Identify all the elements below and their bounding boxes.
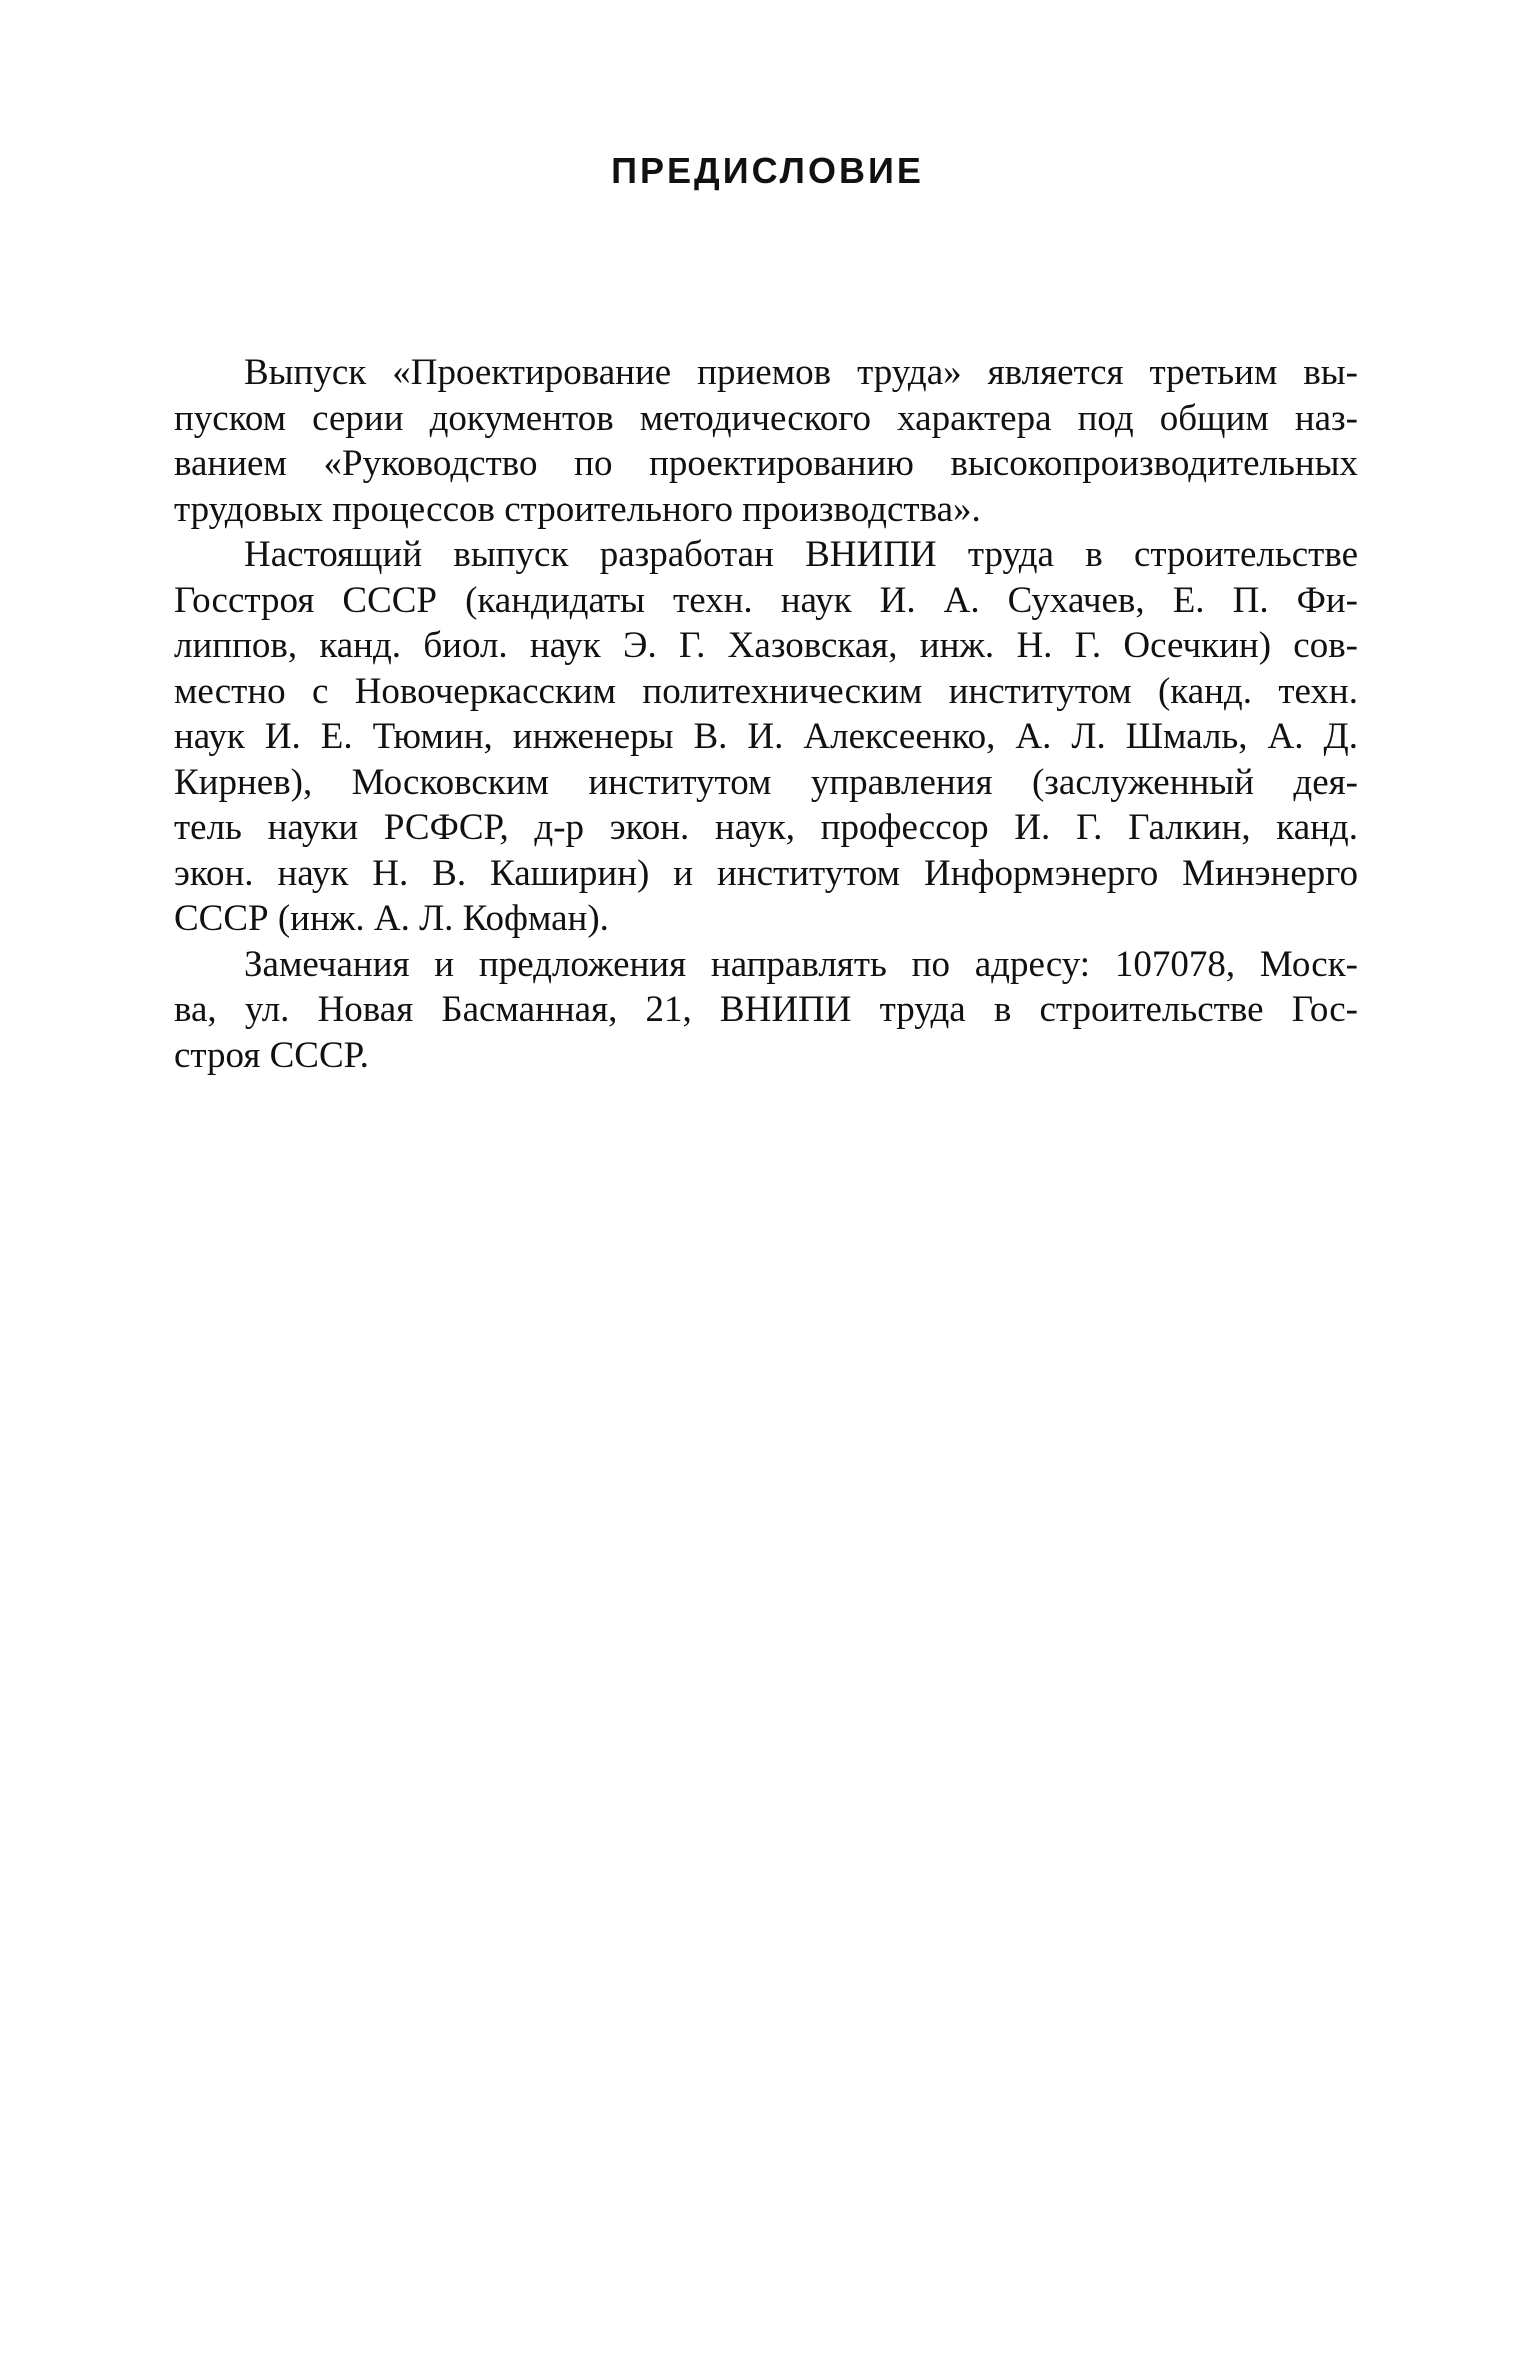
- text-line: экон. наук Н. В. Каширин) и институтом Информэнерго Минэнерго: [174, 852, 1358, 894]
- text-line: липпов, канд. биол. наук Э. Г. Хазовская, инж. Н. Г. Осечкин) сов-: [174, 625, 1358, 666]
- text-line: тель науки РСФСР, д-р экон. наук, профессор И. Г. Галкин, канд.: [174, 807, 1358, 848]
- text-line: трудовых процессов строительного производства».: [174, 488, 981, 530]
- paragraph-1: [174, 350, 1358, 532]
- text-line: строя СССР.: [174, 1034, 369, 1076]
- paragraph-2: [174, 532, 1358, 942]
- text-line: пуском серии документов методического характера под общим наз-: [174, 397, 1358, 439]
- text-line: местно с Новочеркасским политехническим институтом (канд. техн.: [174, 670, 1358, 712]
- text-line: Замечания и предложения направлять по адресу: 107078, Моск-: [244, 943, 1358, 985]
- body-text: [174, 350, 1358, 1078]
- text-line: ванием «Руководство по проектированию высокопроизводительных: [174, 443, 1358, 484]
- text-line: наук И. Е. Тюмин, инженеры В. И. Алексеенко, А. Л. Шмаль, А. Д.: [174, 716, 1358, 757]
- text-line: Настоящий выпуск разработан ВНИПИ труда в строительстве: [244, 534, 1358, 575]
- text-line: Выпуск «Проектирование приемов труда» является третьим вы-: [244, 352, 1358, 393]
- text-line: Кирнев), Московским институтом управления (заслуженный дея-: [174, 761, 1358, 803]
- text-line: ва, ул. Новая Басманная, 21, ВНИПИ труда в строительстве Гос-: [174, 989, 1358, 1030]
- paragraph-3: [174, 942, 1358, 1079]
- text-line: СССР (инж. А. Л. Кофман).: [174, 898, 609, 939]
- text-line: Госстроя СССР (кандидаты техн. наук И. А. Сухачев, Е. П. Фи-: [174, 579, 1358, 621]
- page-title: ПРЕДИСЛОВИЕ: [611, 150, 924, 191]
